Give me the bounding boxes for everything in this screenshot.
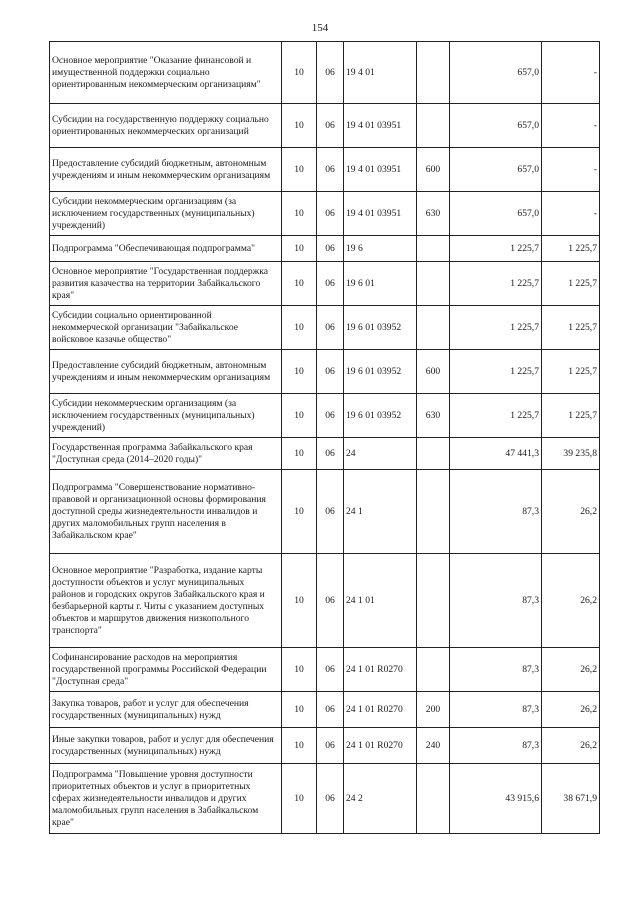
row-amount-year1: 1 225,7 [450, 350, 542, 394]
table-row [50, 306, 600, 350]
table-row [50, 350, 600, 394]
row-target-article: 19 6 01 03952 [344, 306, 417, 350]
row-subsection-code: 06 [317, 470, 344, 554]
row-amount-year1: 657,0 [450, 104, 542, 148]
row-expense-type [417, 306, 450, 350]
row-section-code: 10 [282, 306, 317, 350]
table-row [50, 470, 600, 554]
row-target-article: 24 1 01 R0270 [344, 648, 417, 692]
row-amount-year1: 87,3 [450, 728, 542, 764]
row-name: Субсидии социально ориентированной некоммерческой организации "Забайкальское войсковое казачье общество" [50, 306, 282, 350]
row-amount-year2: - [542, 104, 600, 148]
row-amount-year1: 657,0 [450, 192, 542, 236]
table-row [50, 236, 600, 262]
row-amount-year2: 39 235,8 [542, 438, 600, 470]
row-section-code: 10 [282, 764, 317, 834]
budget-table-body [50, 42, 600, 834]
row-amount-year2: 26,2 [542, 470, 600, 554]
row-name: Основное мероприятие "Государственная поддержка развития казачества на территории Забайкальского края" [50, 262, 282, 306]
row-name: Подпрограмма "Обеспечивающая подпрограмма" [50, 236, 282, 262]
row-target-article: 24 1 [344, 470, 417, 554]
table-row [50, 394, 600, 438]
row-amount-year1: 1 225,7 [450, 394, 542, 438]
row-expense-type [417, 764, 450, 834]
row-subsection-code: 06 [317, 306, 344, 350]
row-subsection-code: 06 [317, 262, 344, 306]
row-target-article: 24 1 01 R0270 [344, 728, 417, 764]
row-subsection-code: 06 [317, 648, 344, 692]
row-amount-year1: 657,0 [450, 148, 542, 192]
row-target-article: 19 6 [344, 236, 417, 262]
row-amount-year2: - [542, 148, 600, 192]
row-section-code: 10 [282, 728, 317, 764]
row-section-code: 10 [282, 350, 317, 394]
row-section-code: 10 [282, 236, 317, 262]
row-target-article: 19 4 01 03951 [344, 192, 417, 236]
row-subsection-code: 06 [317, 350, 344, 394]
row-section-code: 10 [282, 470, 317, 554]
row-amount-year1: 47 441,3 [450, 438, 542, 470]
row-name: Основное мероприятие "Оказание финансовой и имущественной поддержки социально ориентированным некоммерческим организациям" [50, 42, 282, 104]
row-subsection-code: 06 [317, 104, 344, 148]
row-amount-year2: 26,2 [542, 728, 600, 764]
row-amount-year2: 26,2 [542, 648, 600, 692]
row-name: Основное мероприятие "Разработка, издание карты доступности объектов и услуг муниципальных районов и городских округов Забайкальского края и безбарьерной карты г. Читы с указанием доступных объектов и маршрутов движения низкопольного транспорта" [50, 554, 282, 648]
row-amount-year2: 1 225,7 [542, 394, 600, 438]
row-subsection-code: 06 [317, 438, 344, 470]
row-amount-year2: - [542, 42, 600, 104]
row-name: Субсидии некоммерческим организациям (за исключением государственных (муниципальных) учреждений) [50, 394, 282, 438]
row-name: Подпрограмма "Повышение уровня доступности приоритетных объектов и услуг в приоритетных сферах жизнедеятельности инвалидов и других маломобильных групп населения в Забайкальском крае" [50, 764, 282, 834]
row-name: Предоставление субсидий бюджетным, автономным учреждениям и иным некоммерческим организациям [50, 350, 282, 394]
row-expense-type [417, 262, 450, 306]
table-row [50, 262, 600, 306]
row-name: Государственная программа Забайкальского края "Доступная среда (2014–2020 годы)" [50, 438, 282, 470]
row-subsection-code: 06 [317, 692, 344, 728]
table-row [50, 764, 600, 834]
page-number: 154 [311, 22, 329, 34]
row-name: Предоставление субсидий бюджетным, автономным учреждениям и иным некоммерческим организациям [50, 148, 282, 192]
row-target-article: 19 6 01 [344, 262, 417, 306]
row-target-article: 19 6 01 03952 [344, 394, 417, 438]
row-target-article: 19 4 01 [344, 42, 417, 104]
row-subsection-code: 06 [317, 148, 344, 192]
row-expense-type [417, 648, 450, 692]
row-target-article: 19 6 01 03952 [344, 350, 417, 394]
row-expense-type [417, 438, 450, 470]
table-row [50, 148, 600, 192]
row-section-code: 10 [282, 148, 317, 192]
row-amount-year2: 1 225,7 [542, 236, 600, 262]
row-expense-type [417, 554, 450, 648]
row-expense-type: 600 [417, 148, 450, 192]
row-target-article: 19 4 01 03951 [344, 148, 417, 192]
row-expense-type: 600 [417, 350, 450, 394]
row-name: Софинансирование расходов на мероприятия государственной программы Российской Федерации "Доступная среда" [50, 648, 282, 692]
row-amount-year2: 1 225,7 [542, 262, 600, 306]
row-target-article: 24 [344, 438, 417, 470]
row-subsection-code: 06 [317, 728, 344, 764]
row-name: Закупка товаров, работ и услуг для обеспечения государственных (муниципальных) нужд [50, 692, 282, 728]
table-row [50, 648, 600, 692]
table-row [50, 438, 600, 470]
row-section-code: 10 [282, 262, 317, 306]
row-amount-year1: 87,3 [450, 648, 542, 692]
row-amount-year2: 1 225,7 [542, 350, 600, 394]
row-expense-type [417, 104, 450, 148]
row-target-article: 24 1 01 R0270 [344, 692, 417, 728]
row-subsection-code: 06 [317, 42, 344, 104]
row-amount-year1: 87,3 [450, 554, 542, 648]
row-expense-type [417, 42, 450, 104]
row-expense-type: 630 [417, 192, 450, 236]
row-amount-year1: 1 225,7 [450, 262, 542, 306]
row-name: Подпрограмма "Совершенствование нормативно-правовой и организационной основы формирования доступной среды жизнедеятельности инвалидов и других маломобильных групп населения в Забайкальском крае" [50, 470, 282, 554]
row-expense-type [417, 236, 450, 262]
row-section-code: 10 [282, 438, 317, 470]
row-expense-type: 630 [417, 394, 450, 438]
row-name: Иные закупки товаров, работ и услуг для обеспечения государственных (муниципальных) нужд [50, 728, 282, 764]
table-row [50, 728, 600, 764]
row-section-code: 10 [282, 192, 317, 236]
row-subsection-code: 06 [317, 192, 344, 236]
table-row [50, 554, 600, 648]
row-target-article: 24 1 01 [344, 554, 417, 648]
row-amount-year1: 87,3 [450, 470, 542, 554]
row-subsection-code: 06 [317, 764, 344, 834]
row-amount-year2: - [542, 192, 600, 236]
row-amount-year2: 38 671,9 [542, 764, 600, 834]
row-name: Субсидии на государственную поддержку социально ориентированных некоммерческих организаций [50, 104, 282, 148]
row-section-code: 10 [282, 394, 317, 438]
table-row [50, 192, 600, 236]
row-subsection-code: 06 [317, 554, 344, 648]
row-section-code: 10 [282, 42, 317, 104]
budget-table [49, 41, 600, 834]
row-expense-type [417, 470, 450, 554]
row-amount-year1: 1 225,7 [450, 306, 542, 350]
row-amount-year2: 26,2 [542, 554, 600, 648]
row-amount-year1: 43 915,6 [450, 764, 542, 834]
table-row [50, 692, 600, 728]
table-row [50, 104, 600, 148]
row-subsection-code: 06 [317, 394, 344, 438]
row-subsection-code: 06 [317, 236, 344, 262]
row-name: Субсидии некоммерческим организациям (за исключением государственных (муниципальных) учреждений) [50, 192, 282, 236]
row-section-code: 10 [282, 104, 317, 148]
row-target-article: 24 2 [344, 764, 417, 834]
row-section-code: 10 [282, 648, 317, 692]
table-row [50, 42, 600, 104]
row-amount-year1: 87,3 [450, 692, 542, 728]
row-expense-type: 240 [417, 728, 450, 764]
row-expense-type: 200 [417, 692, 450, 728]
row-amount-year2: 1 225,7 [542, 306, 600, 350]
row-amount-year1: 657,0 [450, 42, 542, 104]
row-amount-year1: 1 225,7 [450, 236, 542, 262]
row-section-code: 10 [282, 692, 317, 728]
row-amount-year2: 26,2 [542, 692, 600, 728]
row-target-article: 19 4 01 03951 [344, 104, 417, 148]
row-section-code: 10 [282, 554, 317, 648]
